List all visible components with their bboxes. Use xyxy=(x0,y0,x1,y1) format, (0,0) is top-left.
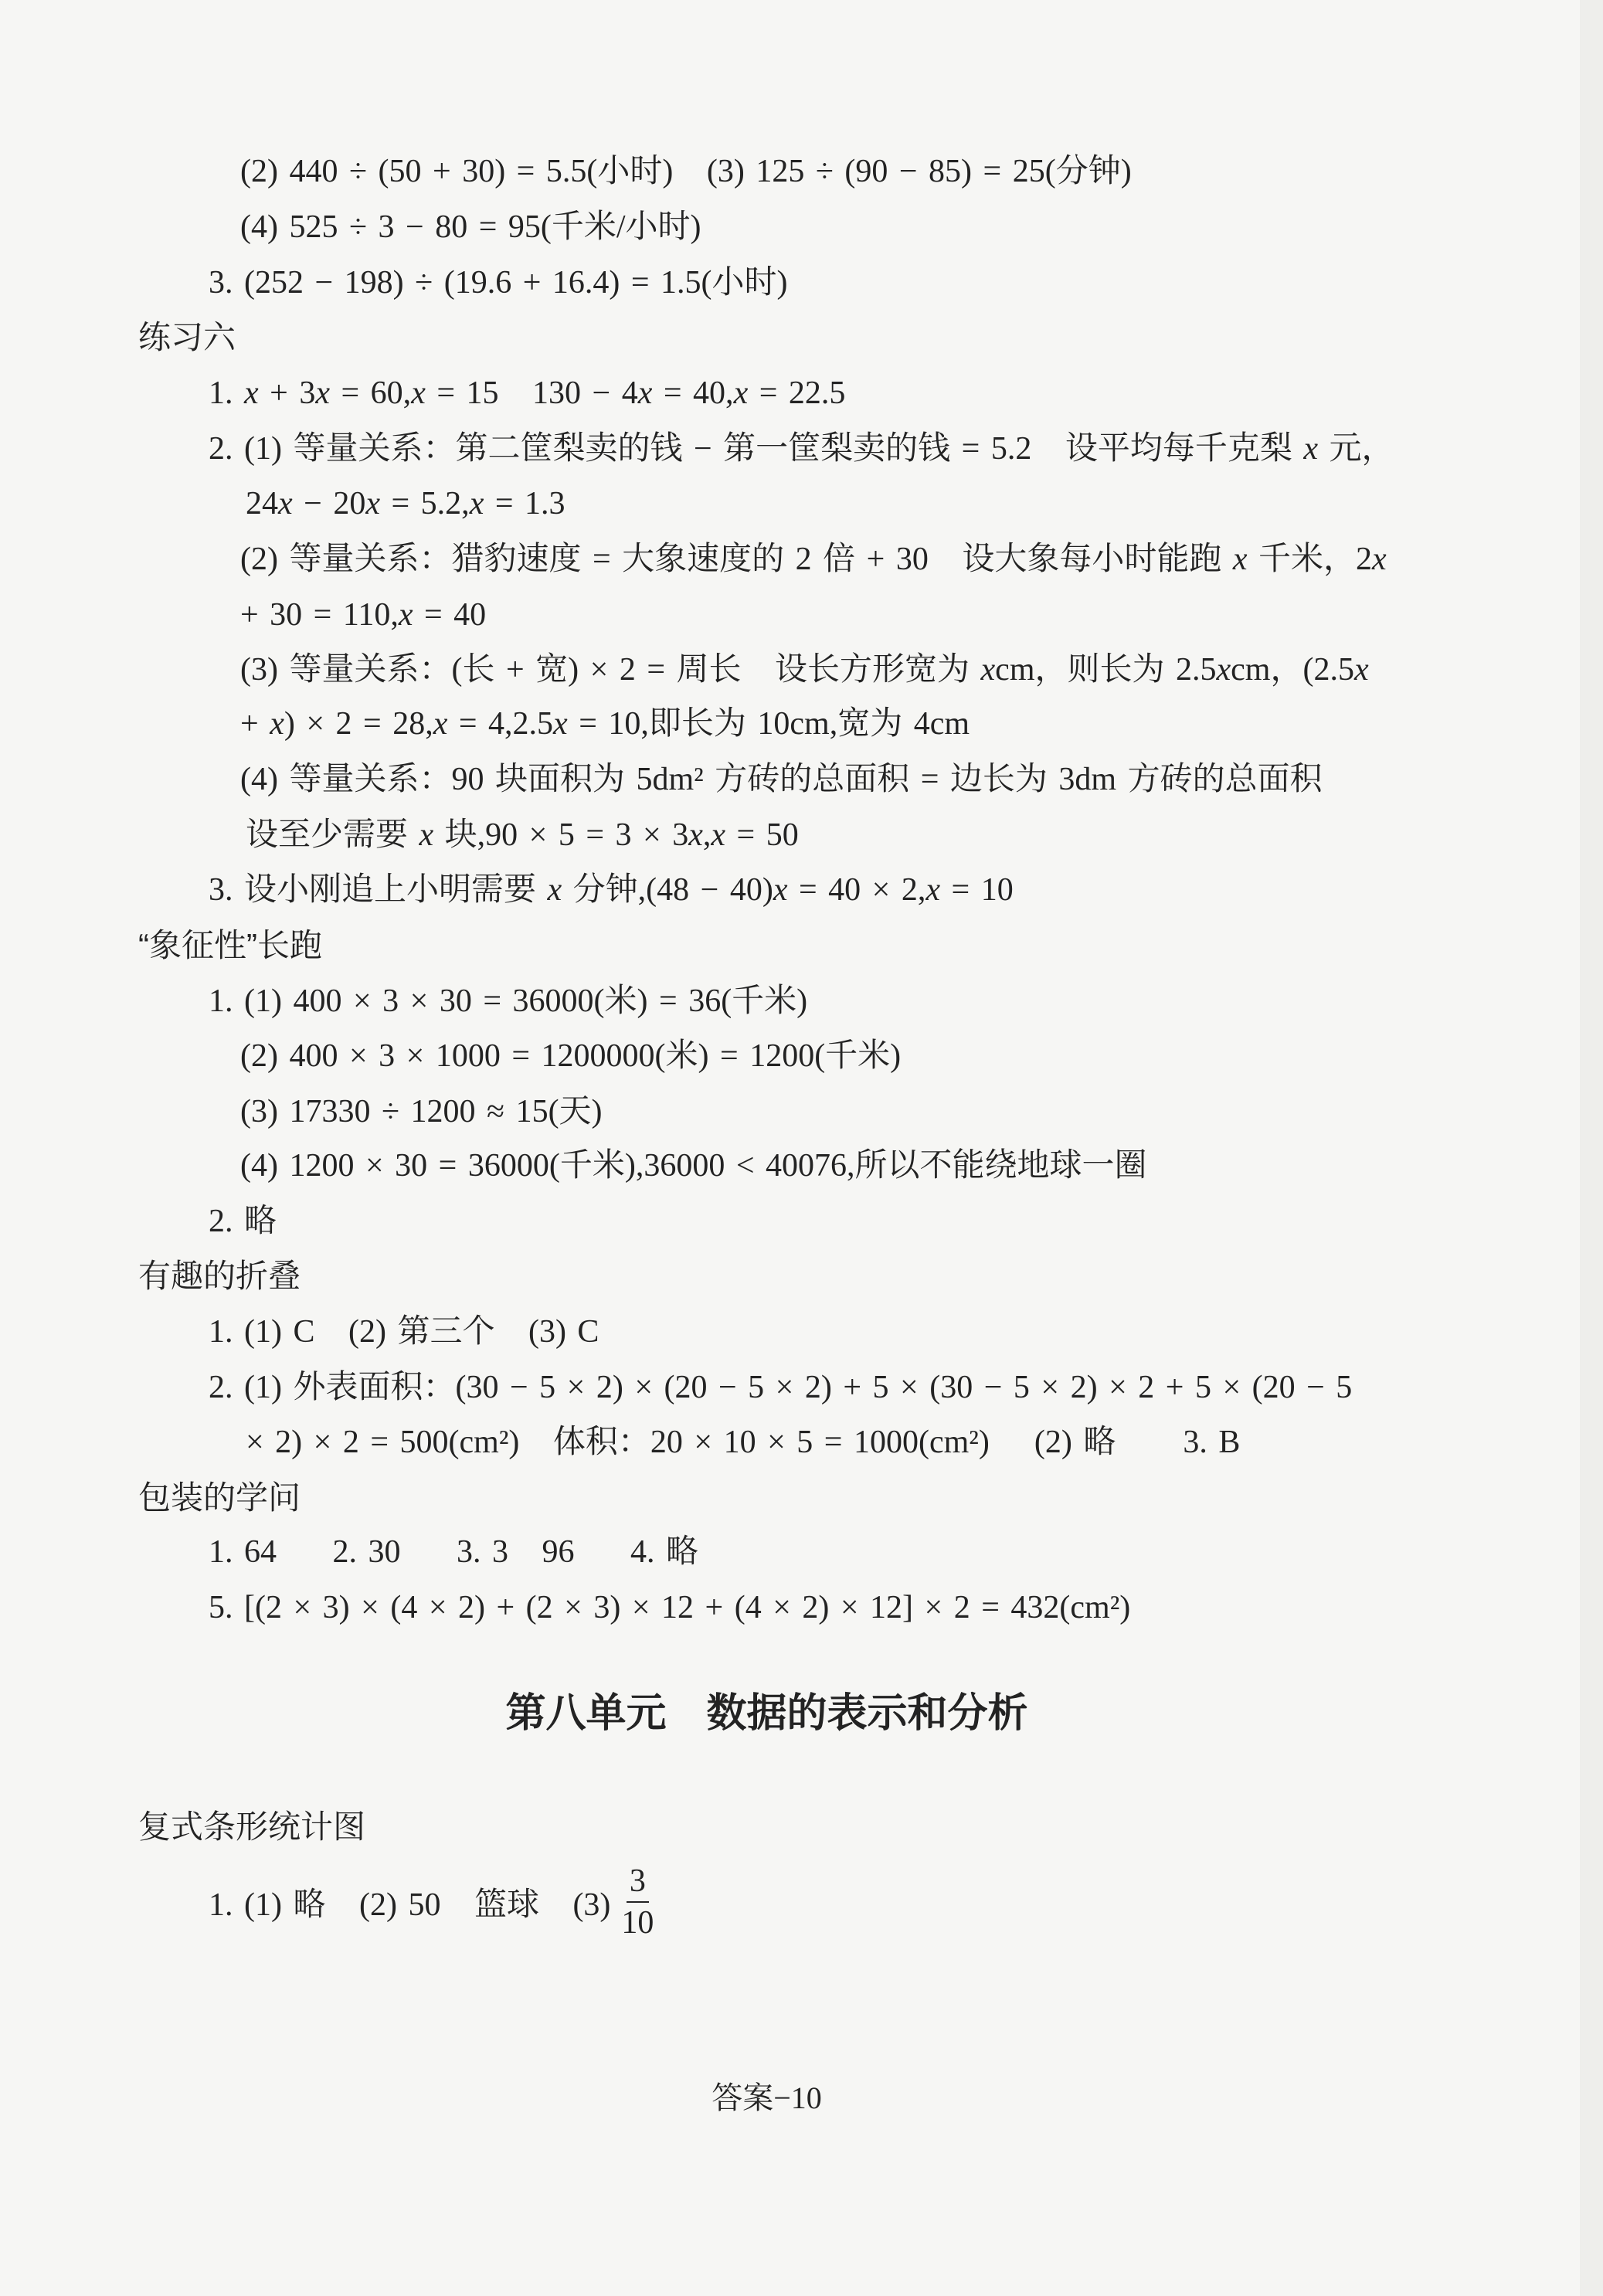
answer-line: (4) 等量关系：90 块面积为 5dm² 方砖的总面积 = 边长为 3dm 方砖的总面积 xyxy=(240,762,1323,797)
answer-line: × 2) × 2 = 500(cm²) 体积：20 × 10 × 5 = 1000(cm²) (2) 略 3. B xyxy=(246,1425,1241,1460)
section-heading: “象征性”长跑 xyxy=(138,927,322,963)
fraction xyxy=(621,1863,654,1941)
answer-line: 3. (252 − 198) ÷ (19.6 + 16.4) = 1.5(小时) xyxy=(209,265,788,301)
answer-line: (3) 17330 ÷ 1200 ≈ 15(天) xyxy=(240,1094,603,1129)
answer-line: 1. (1) 400 × 3 × 30 = 36000(米) = 36(千米) xyxy=(209,983,808,1019)
page-footer: 答案−10 xyxy=(712,2080,822,2115)
answer-text: 1. (1) 略 (2) 50 篮球 (3) xyxy=(209,1887,611,1923)
answer-line: 24x − 20x = 5.2,x = 1.3 xyxy=(246,486,565,521)
section-heading: 复式条形统计图 xyxy=(138,1809,366,1845)
answer-line: 5. [(2 × 3) × (4 × 2) + (2 × 3) × 12 + (4 × 2) × 12] × 2 = 432(cm²) xyxy=(209,1590,1131,1625)
answer-line: + 30 = 110,x = 40 xyxy=(240,597,487,633)
answer-line: (3) 等量关系：(长 + 宽) × 2 = 周长 设长方形宽为 xcm，则长为 2.5xcm，(2.5x xyxy=(240,652,1369,688)
answer-line: 1. (1) C (2) 第三个 (3) C xyxy=(209,1314,599,1350)
answer-line: (4) 1200 × 30 = 36000(千米),36000 < 40076,所以不能绕地球一圈 xyxy=(240,1148,1147,1184)
answer-line: 3. 设小刚追上小明需要 x 分钟,(48 − 40)x = 40 × 2,x = 10 xyxy=(209,872,1014,908)
section-heading: 练习六 xyxy=(138,319,236,355)
answer-line: + x) × 2 = 28,x = 4,2.5x = 10,即长为 10cm,宽为 4cm xyxy=(240,706,970,742)
scan-edge xyxy=(1580,0,1603,2296)
answer-line xyxy=(209,1858,654,1946)
fraction-numerator: 3 xyxy=(627,1863,649,1903)
answer-line: 1. 64 2. 30 3. 3 96 4. 略 xyxy=(209,1534,699,1570)
section-heading: 有趣的折叠 xyxy=(138,1258,301,1294)
answer-line: 设至少需要 x 块,90 × 5 = 3 × 3x,x = 50 xyxy=(246,817,799,853)
answer-line: 2. (1) 外表面积：(30 − 5 × 2) × (20 − 5 × 2) + 5 × (30 − 5 × 2) × 2 + 5 × (20 − 5 xyxy=(209,1370,1353,1405)
answer-line: 1. x + 3x = 60,x = 15 130 − 4x = 40,x = 22.5 xyxy=(209,375,846,411)
answer-line: (2) 400 × 3 × 1000 = 1200000(米) = 1200(千米) xyxy=(240,1038,902,1074)
fraction-denominator: 10 xyxy=(621,1905,654,1941)
answer-line: 2. (1) 等量关系：第二筐梨卖的钱 − 第一筐梨卖的钱 = 5.2 设平均每千克梨 x 元， xyxy=(209,431,1394,467)
unit-title: 第八单元 数据的表示和分析 xyxy=(505,1691,1028,1736)
answer-line: (4) 525 ÷ 3 − 80 = 95(千米/小时) xyxy=(240,209,701,245)
section-heading: 包装的学问 xyxy=(138,1479,301,1516)
answer-line: (2) 440 ÷ (50 + 30) = 5.5(小时) (3) 125 ÷ (90 − 85) = 25(分钟) xyxy=(240,154,1132,189)
answer-line: (2) 等量关系：猎豹速度 = 大象速度的 2 倍 + 30 设大象每小时能跑 x 千米，2x xyxy=(240,542,1387,577)
answer-line: 2. 略 xyxy=(209,1204,277,1239)
